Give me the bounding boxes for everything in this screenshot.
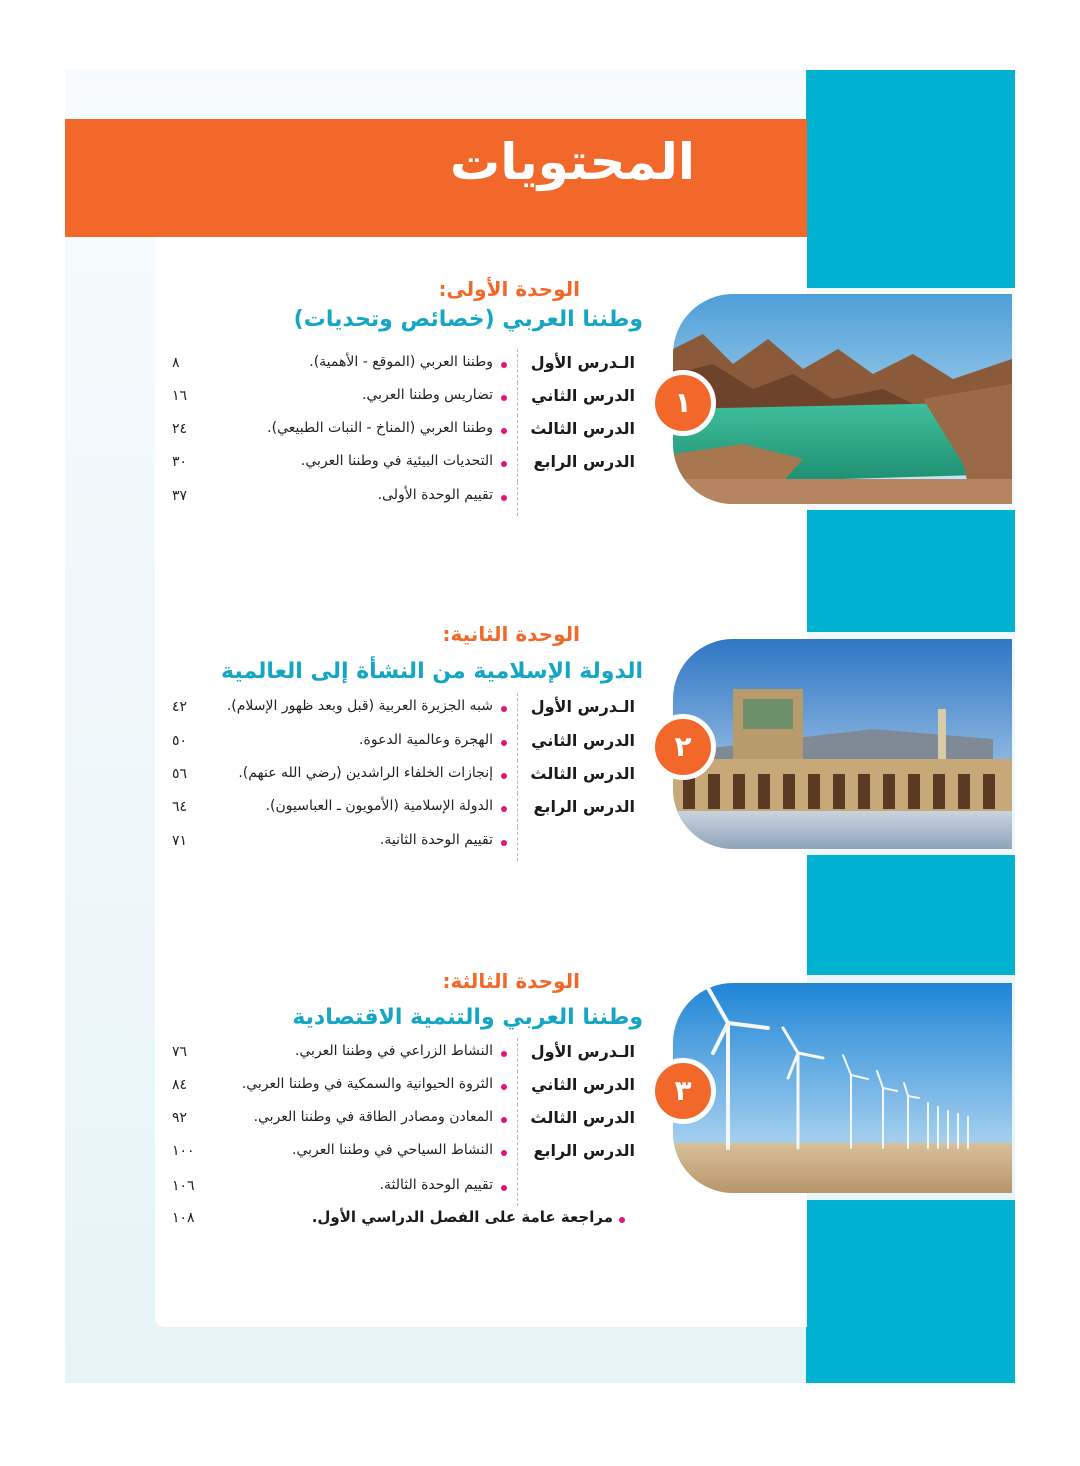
bullet-icon: [501, 1185, 507, 1191]
lesson-row: [160, 1108, 635, 1138]
unit-3-title: وطننا العربي والتنمية الاقتصادية: [292, 1005, 643, 1030]
page-number: ١٠٠: [172, 1143, 195, 1159]
lesson-row: [160, 731, 635, 761]
lesson-topic: الهجرة وعالمية الدعوة.: [359, 732, 493, 748]
bullet-icon: [501, 706, 507, 712]
lesson-topic: وطننا العربي (المناخ - النبات الطبيعي).: [267, 420, 493, 436]
lesson-row: [160, 353, 635, 383]
lesson-name: الدرس الثالث: [530, 764, 635, 783]
lesson-separator: [517, 482, 518, 516]
lesson-row: [160, 831, 635, 861]
lesson-name: الدرس الرابع: [533, 1141, 635, 1160]
lesson-row: [160, 1075, 635, 1105]
lesson-topic: تقييم الوحدة الأولى.: [377, 487, 493, 503]
wind-turbines-photo: [673, 983, 1012, 1193]
unit-3-image: [673, 983, 1012, 1193]
page-title: المحتويات: [449, 133, 695, 191]
unit-2-image: [673, 639, 1012, 849]
mosque-courtyard-photo: [673, 639, 1012, 849]
bullet-icon: [501, 1084, 507, 1090]
lesson-name: الـدرس الأول: [530, 353, 635, 372]
unit-1-image: [673, 294, 1012, 504]
lesson-name: الدرس الرابع: [533, 452, 635, 471]
lesson-name: الدرس الثالث: [530, 1108, 635, 1127]
unit-2-number-badge: ٢: [650, 714, 716, 780]
lesson-topic: النشاط السياحي في وطننا العربي.: [292, 1142, 493, 1158]
unit-2-label: الوحدة الثانية:: [442, 622, 580, 646]
lesson-topic: وطننا العربي (الموقع - الأهمية).: [309, 354, 493, 370]
lesson-separator: [517, 349, 518, 383]
lesson-topic: الدولة الإسلامية (الأمويون ـ العباسيون).: [265, 798, 493, 814]
bullet-icon: [501, 740, 507, 746]
lesson-separator: [517, 1038, 518, 1072]
lesson-topic: شبه الجزيرة العربية (قبل وبعد ظهور الإسلام).: [226, 698, 493, 714]
lesson-separator: [517, 827, 518, 861]
bullet-icon: [501, 1051, 507, 1057]
lesson-row: [160, 386, 635, 416]
page-number: ١٠٨: [172, 1210, 195, 1226]
lesson-name: الدرس الرابع: [533, 797, 635, 816]
unit-1-title: وطننا العربي (خصائص وتحديات): [293, 307, 643, 332]
page-number: ٣٧: [172, 488, 188, 504]
teal-strip-top: [806, 70, 1015, 288]
lesson-row: [160, 1042, 635, 1072]
unit-1-label: الوحدة الأولى:: [438, 277, 580, 301]
lesson-row: [160, 697, 635, 727]
teal-strip-3: [806, 1200, 1015, 1383]
lesson-separator: [517, 727, 518, 761]
title-bar: [65, 119, 807, 237]
bullet-icon: [501, 1150, 507, 1156]
unit-3-number-badge: ٣: [650, 1058, 716, 1124]
page-number: ٣٠: [172, 454, 188, 470]
bullet-icon: [501, 428, 507, 434]
general-review-row: [160, 1208, 635, 1238]
lesson-separator: [517, 793, 518, 827]
lesson-topic: تضاريس وطننا العربي.: [362, 387, 493, 403]
lesson-name: الدرس الثاني: [531, 731, 635, 750]
lesson-name: الدرس الثالث: [530, 419, 635, 438]
general-review-text: مراجعة عامة على الفصل الدراسي الأول.: [311, 1208, 613, 1226]
teal-strip-2: [806, 855, 1015, 975]
bullet-icon: [501, 840, 507, 846]
lesson-topic: تقييم الوحدة الثالثة.: [379, 1177, 493, 1193]
bullet-icon: [501, 773, 507, 779]
page-number: ٥٦: [172, 766, 188, 782]
page-number: ٧١: [172, 833, 188, 849]
lesson-row: [160, 486, 635, 516]
page-number: ٩٢: [172, 1110, 188, 1126]
teal-strip-1: [806, 510, 1015, 632]
page-number: ٨: [172, 355, 180, 371]
page-number: ٢٤: [172, 421, 188, 437]
lesson-topic: المعادن ومصادر الطاقة في وطننا العربي.: [253, 1109, 493, 1125]
lesson-topic: إنجازات الخلفاء الراشدين (رضي الله عنهم).: [238, 765, 493, 781]
lesson-row: [160, 452, 635, 482]
page-number: ٦٤: [172, 799, 188, 815]
lesson-row: [160, 1141, 635, 1171]
lesson-separator: [517, 415, 518, 449]
bullet-icon: [501, 1117, 507, 1123]
lesson-row: [160, 1176, 635, 1206]
lesson-name: الـدرس الأول: [530, 1042, 635, 1061]
unit-1-number-badge: ١: [650, 370, 716, 436]
bullet-icon: [501, 362, 507, 368]
lesson-topic: تقييم الوحدة الثانية.: [379, 832, 493, 848]
page-number: ٧٦: [172, 1044, 188, 1060]
lesson-separator: [517, 760, 518, 794]
lesson-separator: [517, 448, 518, 482]
lesson-row: [160, 797, 635, 827]
page-number: ٤٢: [172, 699, 188, 715]
unit-2-title: الدولة الإسلامية من النشأة إلى العالمية: [221, 659, 643, 684]
page-number: ٨٤: [172, 1077, 188, 1093]
bullet-icon: [501, 806, 507, 812]
lesson-topic: الثروة الحيوانية والسمكية في وطننا العربي.: [241, 1076, 493, 1092]
lesson-topic: النشاط الزراعي في وطننا العربي.: [294, 1043, 493, 1059]
bullet-icon: [619, 1217, 625, 1223]
lesson-name: الـدرس الأول: [530, 697, 635, 716]
page-number: ٥٠: [172, 733, 188, 749]
lesson-row: [160, 419, 635, 449]
lesson-separator: [517, 693, 518, 727]
bullet-icon: [501, 495, 507, 501]
lesson-topic: التحديات البيئية في وطننا العربي.: [300, 453, 493, 469]
bullet-icon: [501, 395, 507, 401]
lesson-separator: [517, 1071, 518, 1105]
lesson-separator: [517, 382, 518, 416]
unit-3-label: الوحدة الثالثة:: [442, 969, 580, 993]
page-number: ١٠٦: [172, 1178, 195, 1194]
lesson-separator: [517, 1172, 518, 1206]
lesson-separator: [517, 1137, 518, 1171]
lesson-name: الدرس الثاني: [531, 386, 635, 405]
lesson-row: [160, 764, 635, 794]
lesson-separator: [517, 1104, 518, 1138]
page-number: ١٦: [172, 388, 188, 404]
bullet-icon: [501, 461, 507, 467]
lesson-name: الدرس الثاني: [531, 1075, 635, 1094]
mountain-lake-photo: [673, 294, 1012, 504]
